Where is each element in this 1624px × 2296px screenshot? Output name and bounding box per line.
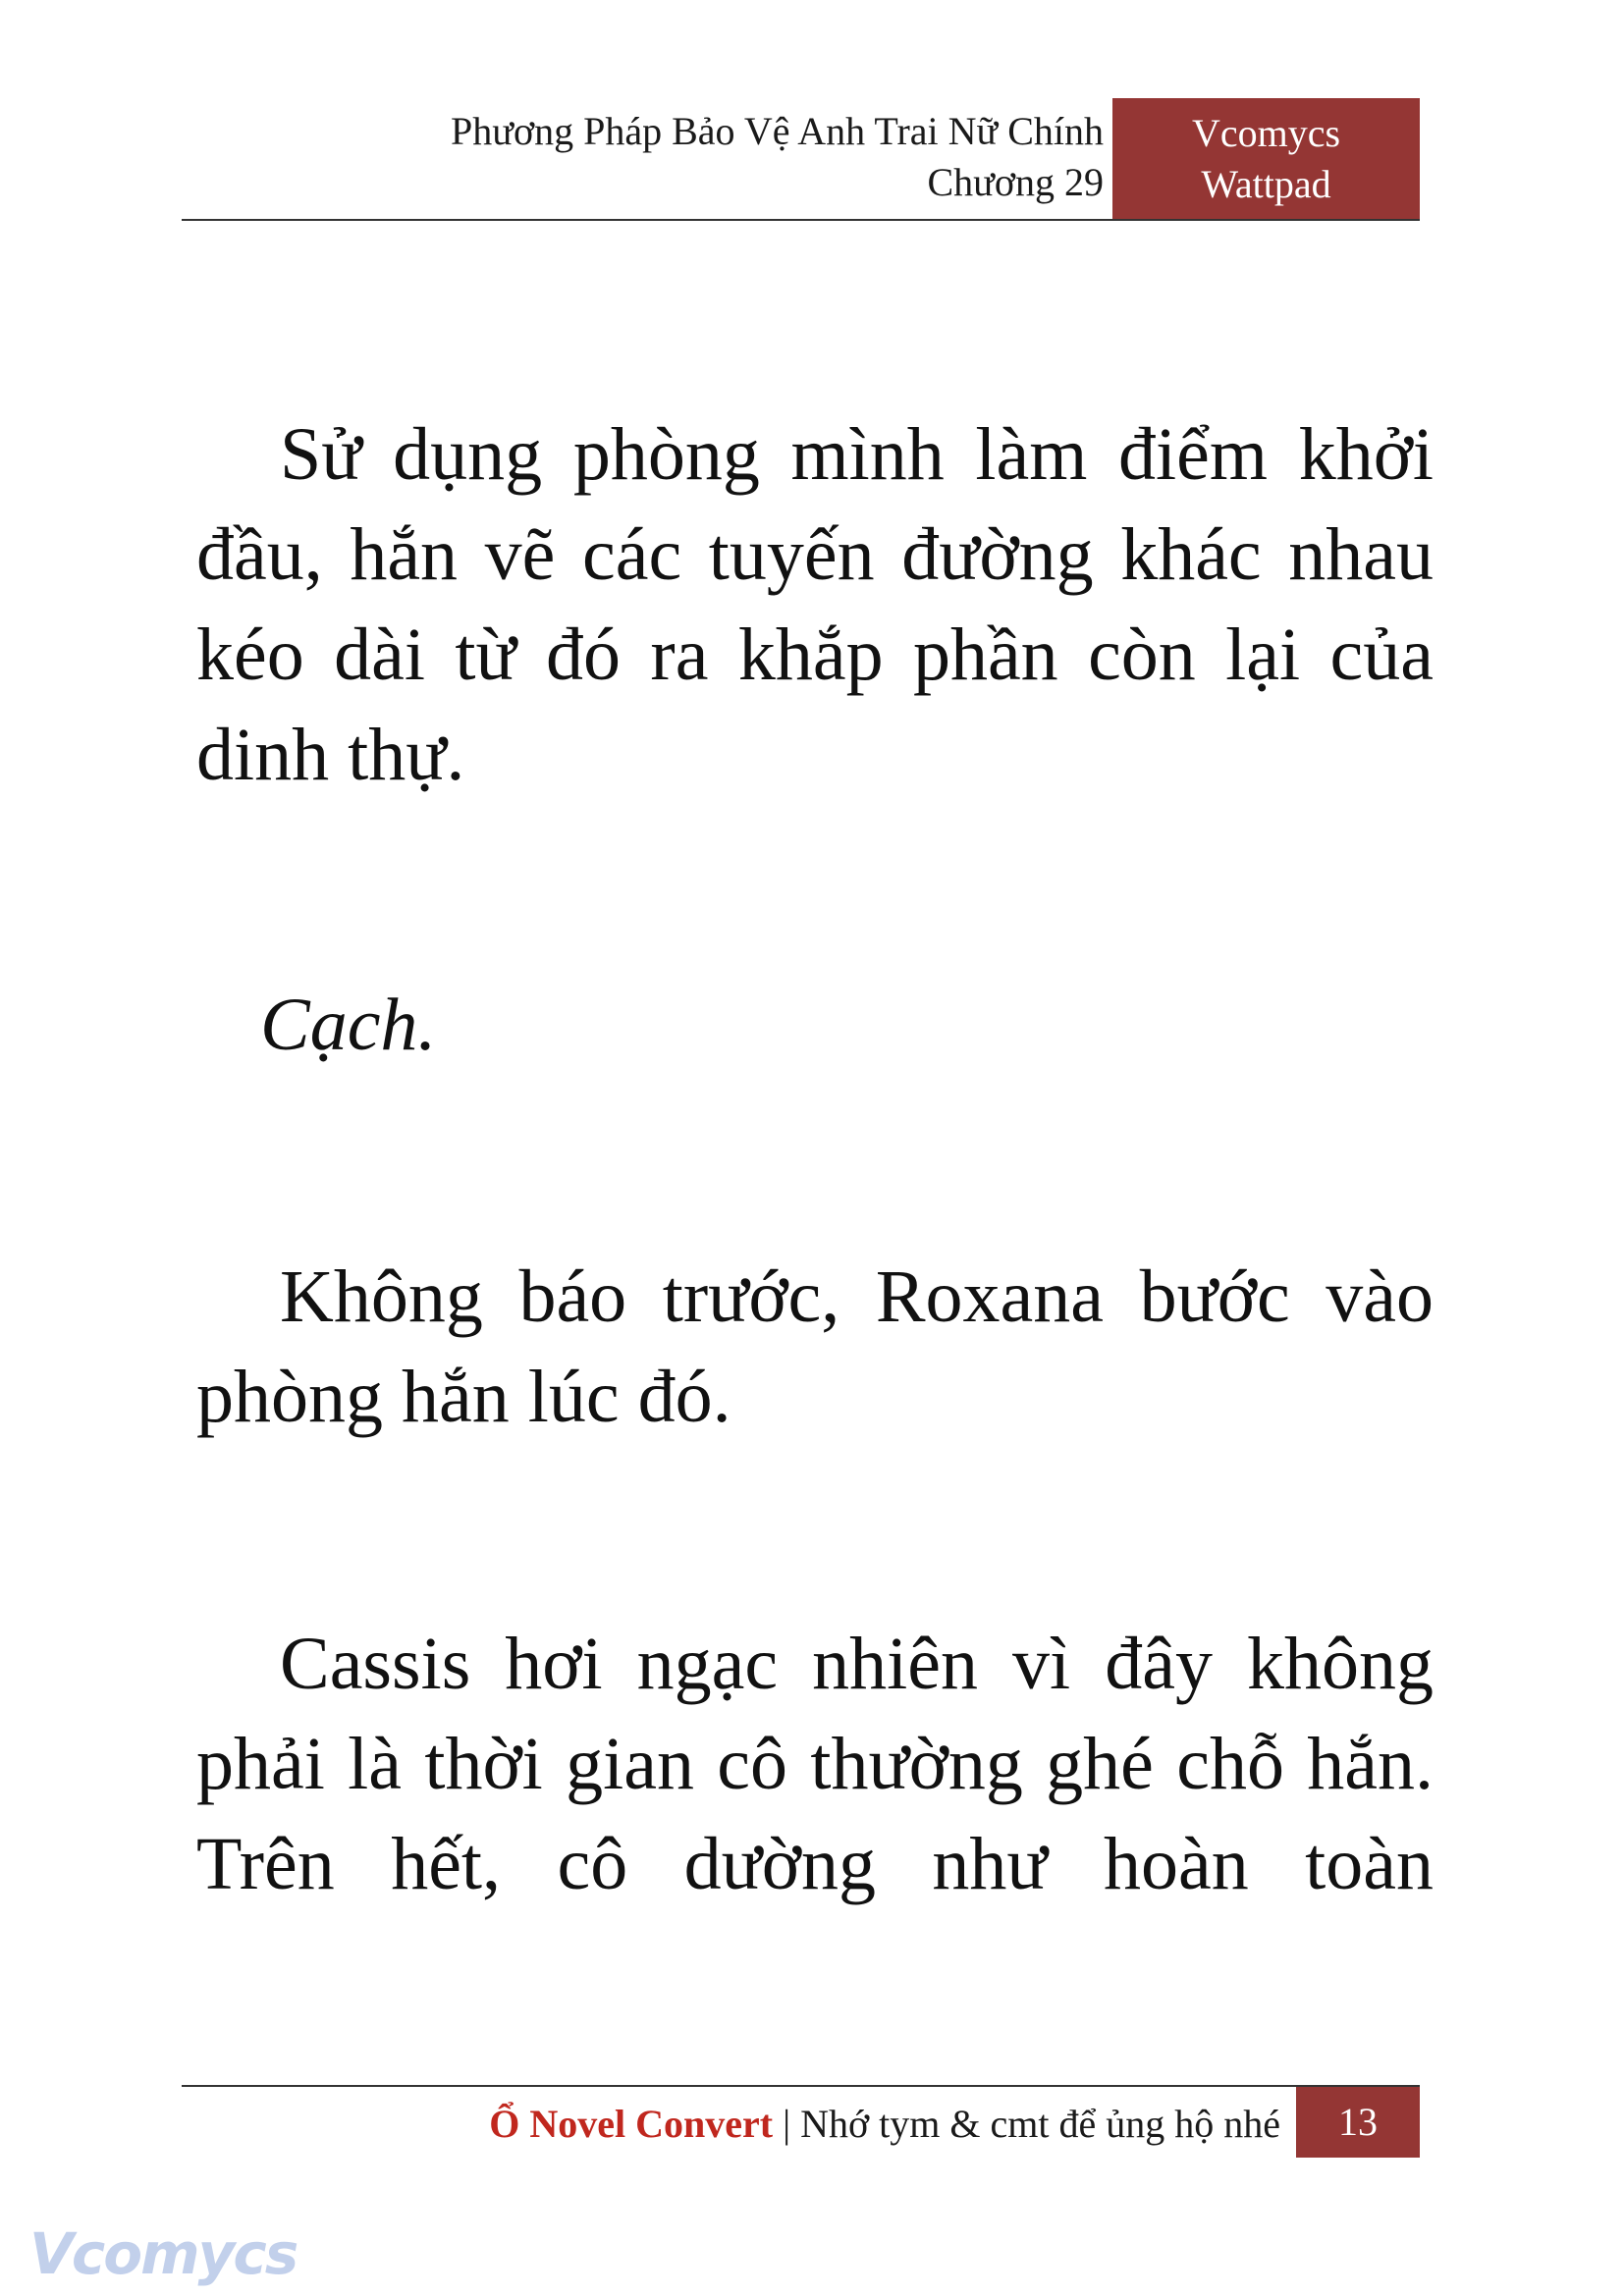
footer-message: Nhớ tym & cmt để ủng hộ nhé: [800, 2102, 1280, 2146]
page-number: 13: [1296, 2087, 1420, 2158]
page-footer: [489, 2099, 1280, 2150]
paragraph-1: [196, 404, 1434, 805]
paragraph-2-text: Cạch.: [260, 984, 437, 1066]
book-title: Phương Pháp Bảo Vệ Anh Trai Nữ Chính: [451, 109, 1104, 153]
paragraph-2: [196, 975, 1434, 1075]
paragraph-4: [196, 1614, 1434, 1914]
page-header: [451, 106, 1104, 208]
paragraph-4-text: Cassis hơi ngạc nhiên vì đây không phải là thời gian cô thường ghé chỗ hắn. Trên hết, cô dường như hoàn toàn: [196, 1623, 1434, 1905]
vcomycs-watermark-logo: Vcomycs: [29, 2220, 298, 2287]
paragraph-1-text: Sử dụng phòng mình làm điểm khởi đầu, hắn vẽ các tuyến đường khác nhau kéo dài từ đó ra khắp phần còn lại của dinh thự.: [196, 413, 1434, 796]
paragraph-3: [196, 1247, 1434, 1447]
chapter-label: Chương 29: [927, 160, 1104, 204]
footer-brand: Ổ Novel Convert: [489, 2102, 774, 2146]
badge-line-vcomycs: Vcomycs: [1191, 111, 1341, 155]
badge-line-wattpad: Wattpad: [1201, 162, 1331, 206]
paragraph-3-text: Không báo trước, Roxana bước vào phòng hắn lúc đó.: [196, 1255, 1434, 1438]
source-badge: [1112, 98, 1420, 220]
footer-divider: [182, 2085, 1420, 2087]
header-divider: [182, 219, 1420, 221]
footer-separator: |: [773, 2102, 801, 2146]
